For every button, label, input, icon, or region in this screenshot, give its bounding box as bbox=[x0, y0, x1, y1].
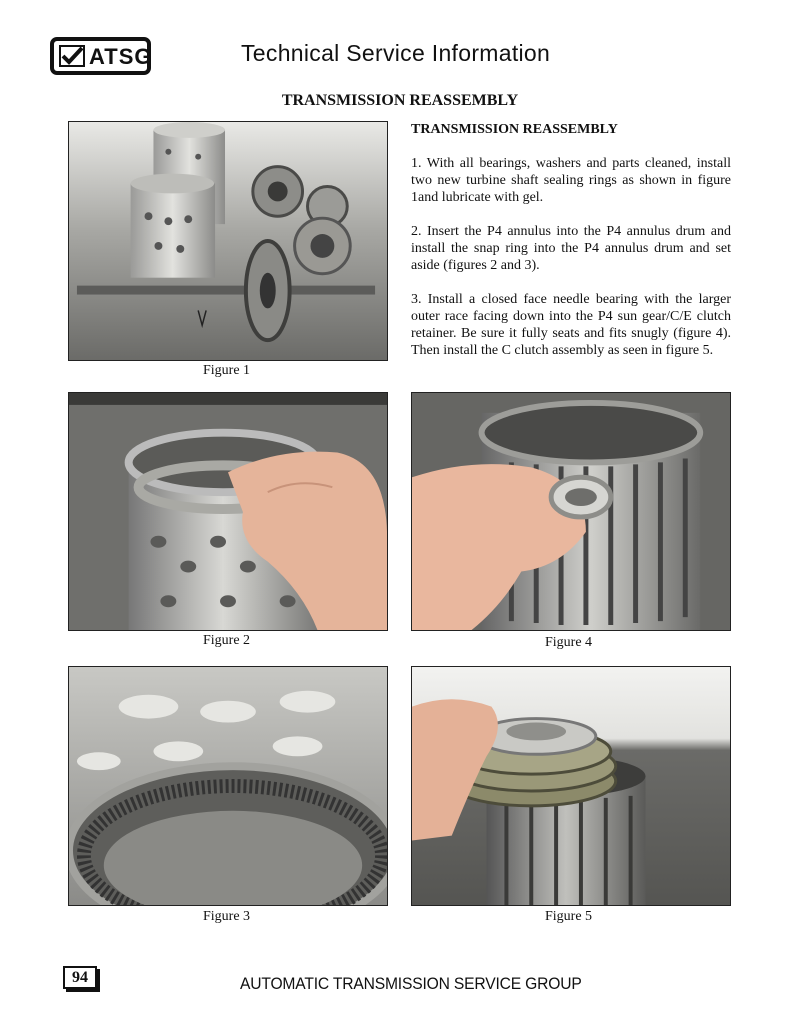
step-2: 2. Insert the P4 annulus into the P4 annulus drum and install the snap ring into the P4 annulus drum and set aside (figures 2 and 3). bbox=[411, 224, 731, 273]
page-number: 94 bbox=[63, 966, 97, 989]
figure-2-photo bbox=[68, 392, 388, 631]
section-heading: TRANSMISSION REASSEMBLY bbox=[411, 122, 618, 137]
atsg-logo bbox=[50, 37, 151, 75]
instructions-column bbox=[411, 121, 731, 376]
checkmark-icon bbox=[59, 45, 85, 67]
figure-3-caption: Figure 3 bbox=[203, 909, 251, 924]
figure-1-caption: Figure 1 bbox=[203, 363, 251, 378]
step-3: 3. Install a closed face needle bearing with the larger outer race facing down into the P4 sun gear/C/E clutch retainer. Be sure it fully seats and fits snugly (figure 4). Then install the C clutch assembly as seen in figure 5. bbox=[411, 292, 731, 358]
figure-2-caption: Figure 2 bbox=[203, 633, 251, 648]
step-1: 1. With all bearings, washers and parts cleaned, install two new turbine shaft sealing rings as shown in figure 1and lubricate with gel. bbox=[411, 156, 731, 205]
logo-text: ATSG bbox=[89, 44, 153, 69]
figure-5-caption: Figure 5 bbox=[545, 909, 593, 924]
header-title: Technical Service Information bbox=[241, 40, 551, 66]
figure-1-photo bbox=[68, 121, 388, 361]
figure-5-photo bbox=[411, 666, 731, 906]
page-heading: TRANSMISSION REASSEMBLY bbox=[281, 92, 519, 109]
figure-3-photo bbox=[68, 666, 388, 906]
footer-text: AUTOMATIC TRANSMISSION SERVICE GROUP bbox=[240, 974, 582, 993]
figure-4-caption: Figure 4 bbox=[545, 635, 593, 650]
figure-4-photo bbox=[411, 392, 731, 631]
